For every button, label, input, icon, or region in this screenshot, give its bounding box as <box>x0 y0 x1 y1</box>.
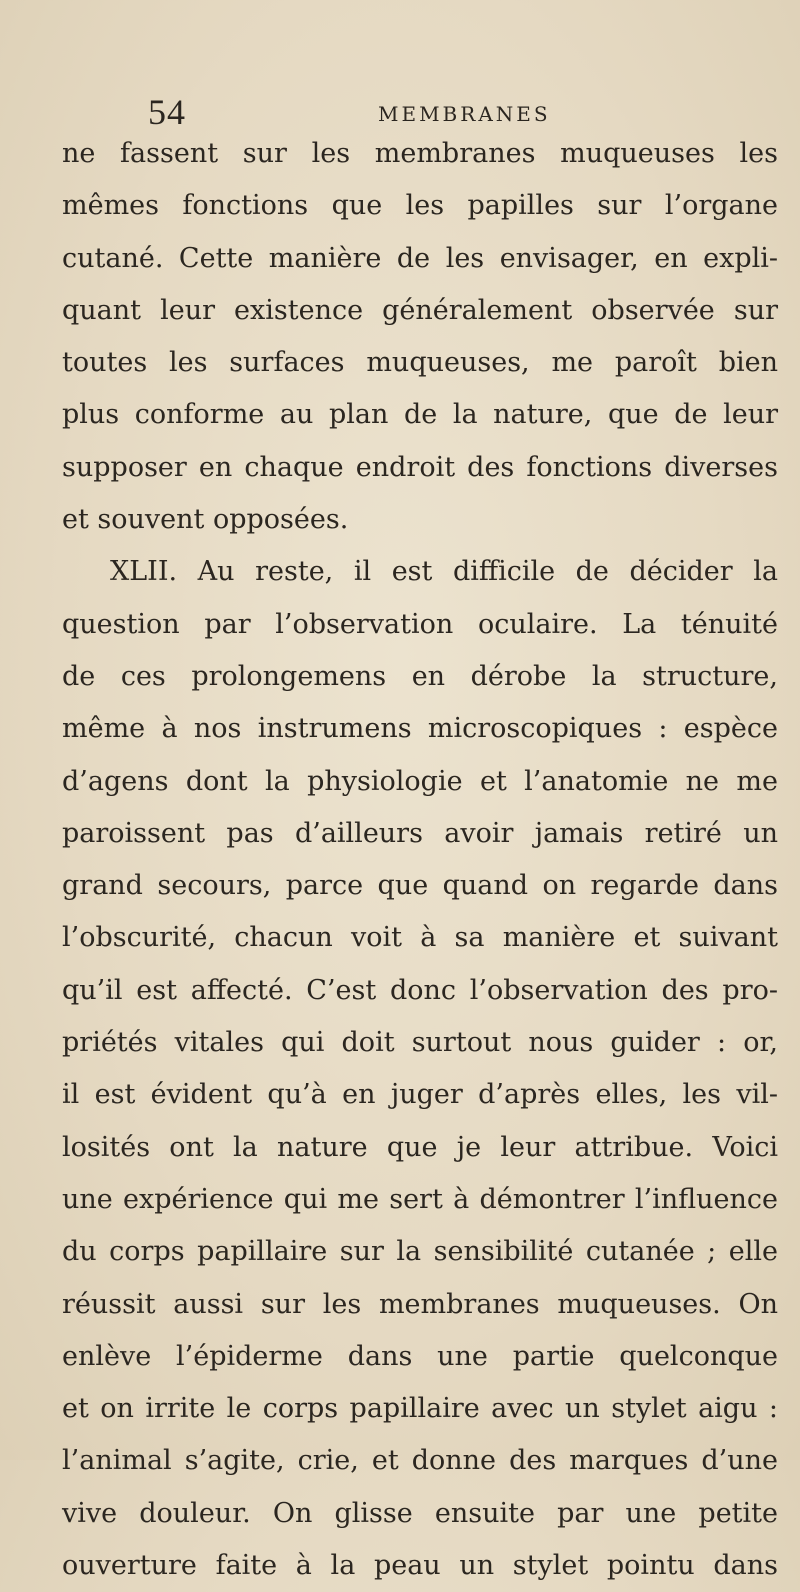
text-line: réussit aussi sur les membranes muqueuses. On <box>62 1288 778 1320</box>
text-line: l’obscurité, chacun voit à sa manière et suivant <box>62 922 778 954</box>
text-line: du corps papillaire sur la sensibilité cutanée ; elle <box>62 1236 778 1268</box>
running-title: MEMBRANES <box>378 102 551 126</box>
text-line: même à nos instrumens microscopiques : espèce <box>62 713 778 745</box>
text-line: question par l’observation oculaire. La ténuité <box>62 608 778 640</box>
text-line: toutes les surfaces muqueuses, me paroît bien <box>62 347 778 379</box>
text-line: mêmes fonctions que les papilles sur l’organe <box>62 190 778 222</box>
text-line: ne fassent sur les membranes muqueuses les <box>62 138 778 169</box>
text-line: et on irrite le corps papillaire avec un stylet aigu : <box>62 1393 778 1425</box>
text-line: d’agens dont la physiologie et l’anatomie ne me <box>62 765 778 797</box>
page-number: 54 <box>148 92 186 132</box>
body-text <box>62 128 778 1592</box>
text-line: supposer en chaque endroit des fonctions diverses <box>62 451 778 483</box>
page-header <box>148 92 668 132</box>
text-line: ouverture faite à la peau un stylet pointu dans <box>62 1550 778 1582</box>
text-line: plus conforme au plan de la nature, que de leur <box>62 399 778 431</box>
section-start-line: XLII. Au reste, il est difficile de décider la <box>110 556 778 588</box>
text-line: de ces prolongemens en dérobe la structure, <box>62 660 778 692</box>
text-line: vive douleur. On glisse ensuite par une petite <box>62 1497 778 1529</box>
text-line: priétés vitales qui doit surtout nous guider : or, <box>62 1027 778 1059</box>
text-line: il est évident qu’à en juger d’après elles, les vil- <box>62 1079 778 1111</box>
text-line: losités ont la nature que je leur attribue. Voici <box>62 1131 778 1163</box>
text-line: une expérience qui me sert à démontrer l’influence <box>62 1183 778 1215</box>
text-line: l’animal s’agite, crie, et donne des marques d’une <box>62 1445 778 1477</box>
text-line: qu’il est affecté. C’est donc l’observation des pro- <box>62 974 778 1006</box>
text-line: enlève l’épiderme dans une partie quelconque <box>62 1340 778 1372</box>
text-line: et souvent opposées. <box>62 504 349 536</box>
text-line: quant leur existence généralement observée sur <box>62 294 778 326</box>
text-line: cutané. Cette manière de les envisager, en expli- <box>62 242 778 274</box>
text-line: grand secours, parce que quand on regarde dans <box>62 870 778 902</box>
text-line: paroissent pas d’ailleurs avoir jamais retiré un <box>62 817 778 849</box>
